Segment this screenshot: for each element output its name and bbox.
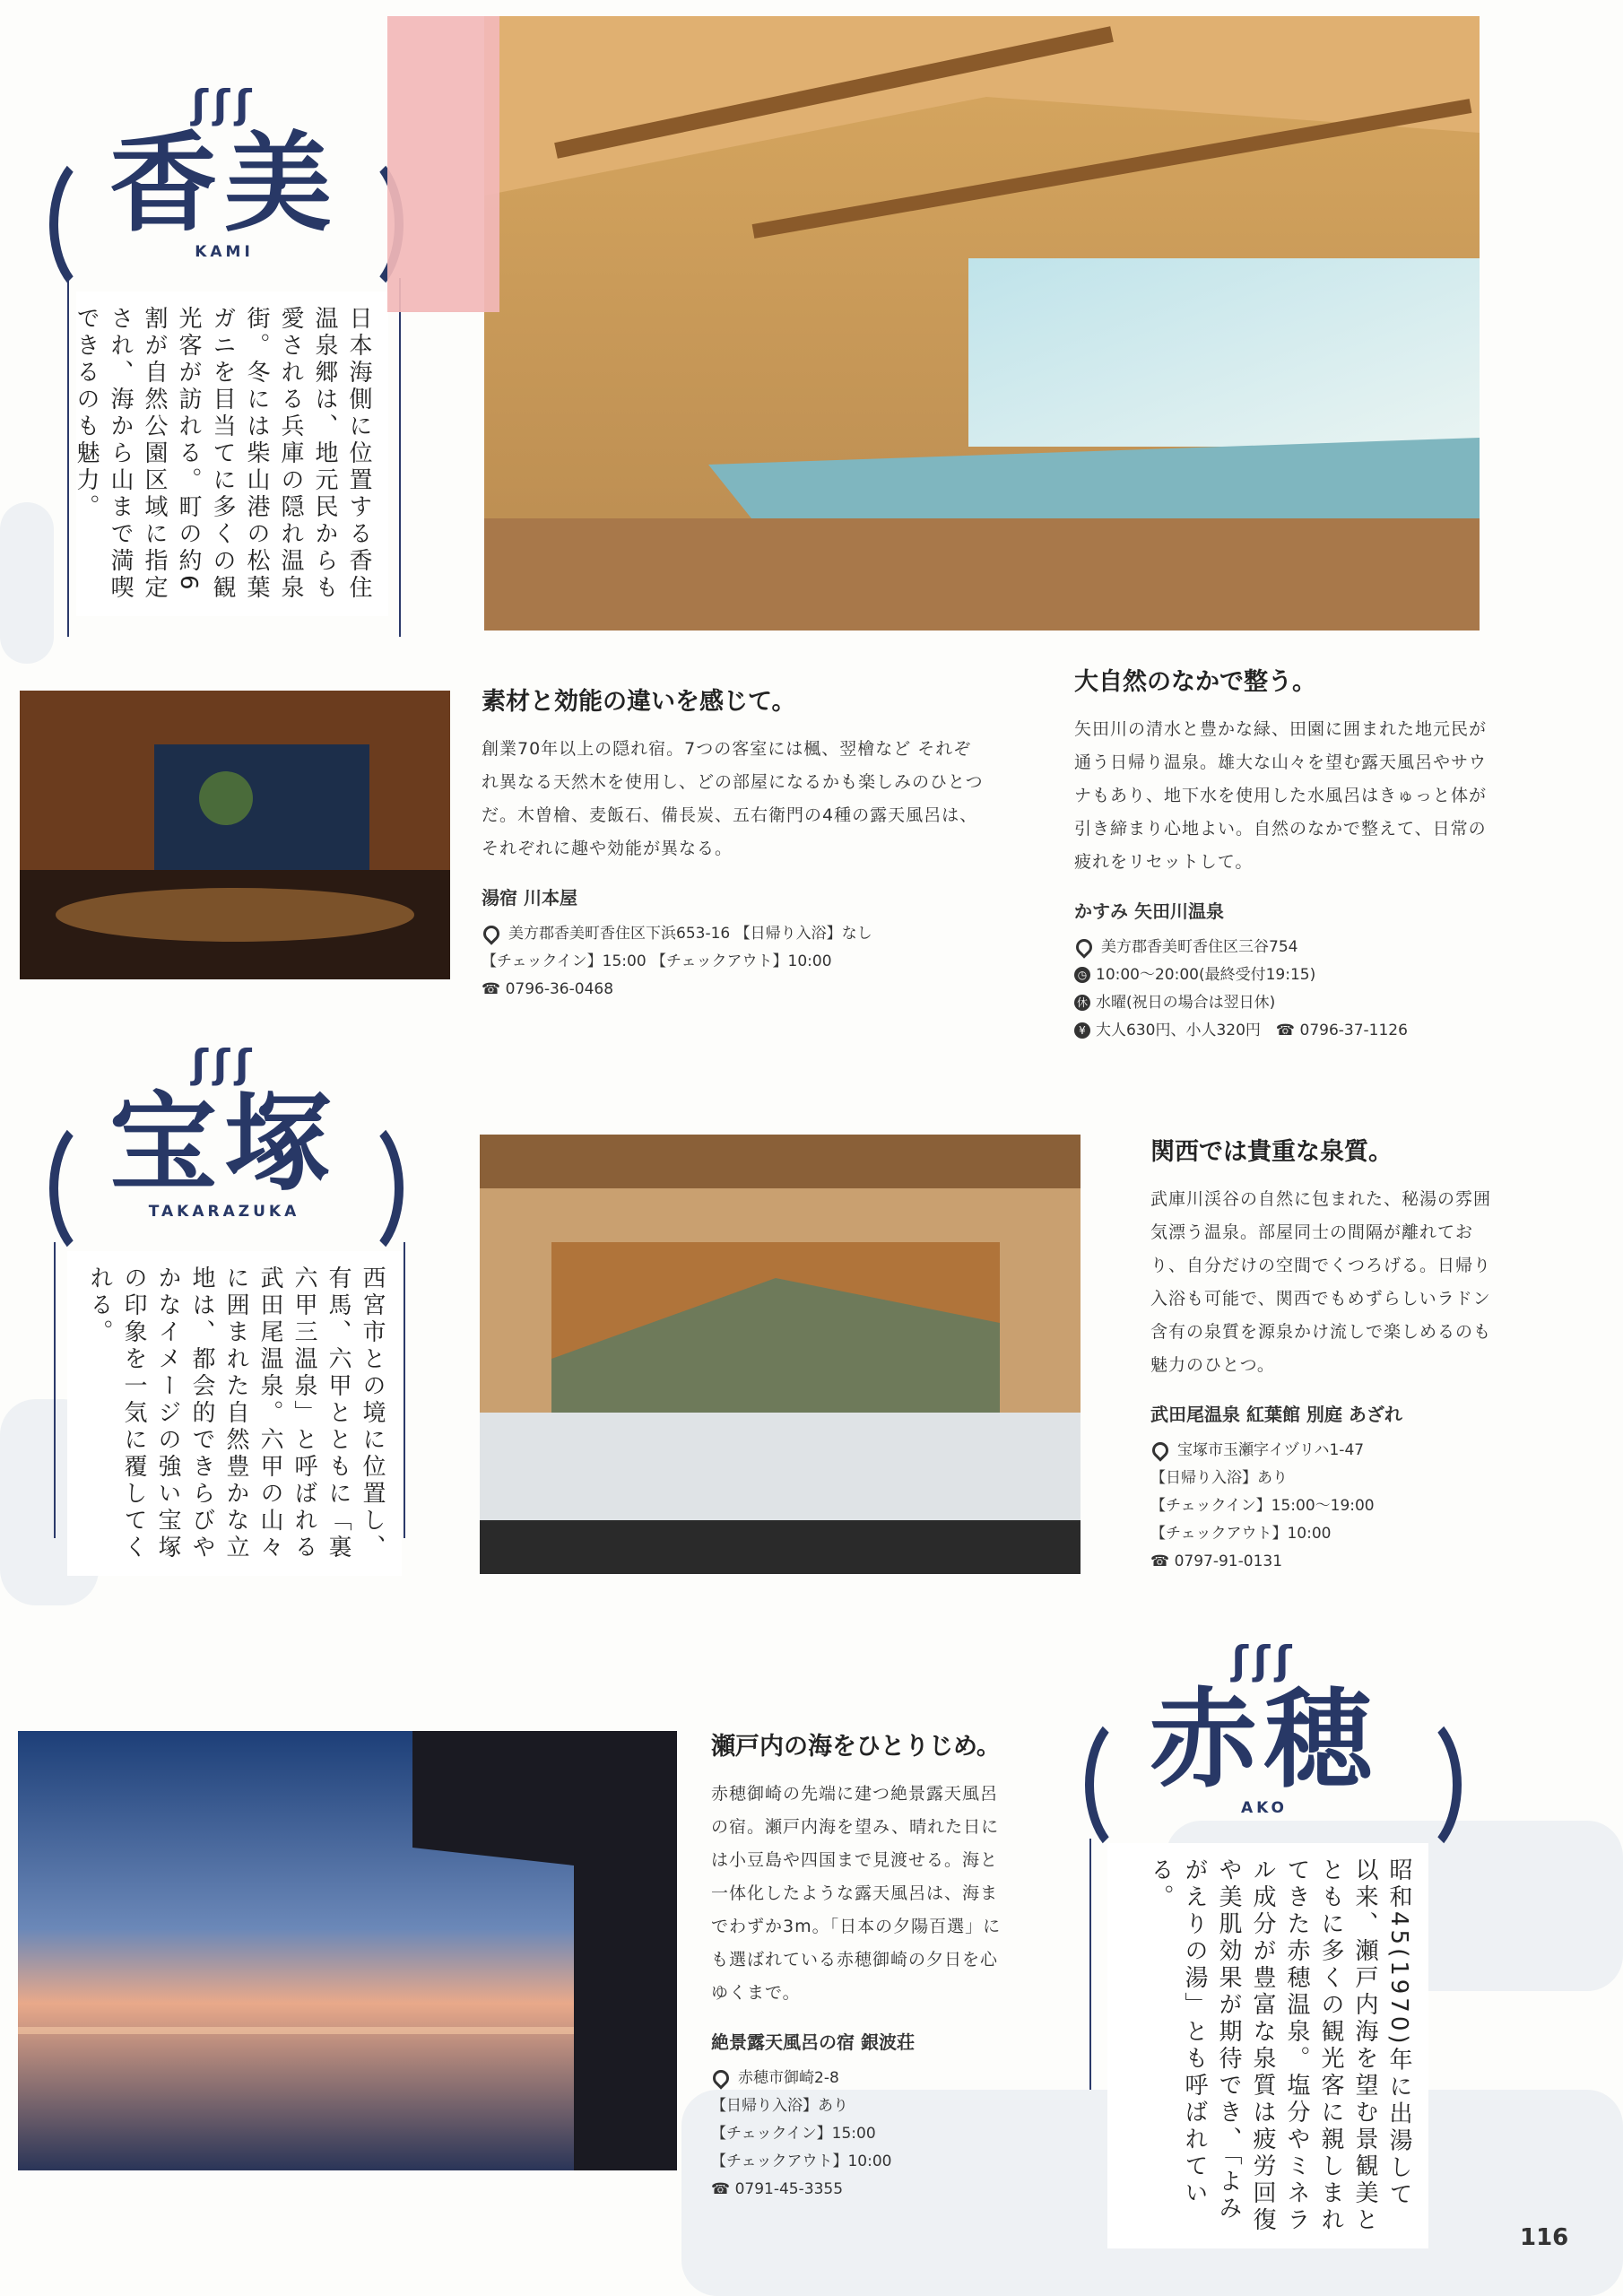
bracket-right-icon [305, 1112, 404, 1265]
steam-icon: ʃʃʃ [191, 1041, 257, 1087]
phone-number: 0796-36-0468 [505, 980, 614, 998]
article-title: 大自然のなかで整う。 [1074, 668, 1316, 696]
article-ginpaso [711, 1726, 1007, 2204]
divider-line [399, 278, 401, 637]
article-title: 関西では貴重な泉質。 [1150, 1138, 1393, 1166]
map-pin-icon [480, 922, 502, 944]
address: 美方郡香美町香住区下浜653-16 【日帰り入浴】なし [508, 925, 872, 943]
phone-icon: ☎ [1275, 1022, 1296, 1039]
clock-icon: ◷ [1074, 967, 1090, 983]
daytrip-info: 【日帰り入浴】あり [711, 2097, 848, 2115]
region-roman: AKO [1240, 1799, 1289, 1817]
closed-icon: 休 [1074, 995, 1090, 1011]
phone-number: 0791-45-3355 [734, 2180, 844, 2198]
bracket-left-icon [49, 148, 148, 300]
bracket-left-icon [49, 1112, 148, 1265]
article-body: 武庫川渓谷の自然に包まれた、秘湯の雰囲気漂う温泉。部屋同士の間隔が離れており、自分だけの空間でくつろげる。日帰り入浴も可能で、関西でもめずらしいラドン含有の泉質を源泉かけ流しで楽しめるのも魅力のひとつ。 [1150, 1189, 1492, 1375]
phone-number: 0796-37-1126 [1299, 1022, 1408, 1039]
region-intro: 昭和45(1970)年に出湯して以来、瀬戸内海を望む景観美とともに多くの観光客に親しまれてきた赤穂温泉。塩分やミネラル成分が豊富な泉質は疲労回復や美肌効果が期待でき、「よみがえりの湯」とも呼ばれている。 [1107, 1843, 1428, 2248]
map-pin-icon [1149, 1439, 1171, 1461]
venue-name: 武田尾温泉 紅葉館 別庭 あざれ [1150, 1404, 1402, 1425]
checkout-info: 【チェックアウト】10:00 [1150, 1525, 1332, 1543]
region-roman: KAMI [195, 243, 254, 261]
phone-number: 0797-91-0131 [1174, 1552, 1283, 1570]
article-body: 矢田川の清水と豊かな緑、田園に囲まれた地元民が通う日帰り温泉。雄大な山々を望む露天風呂やサウナもあり、地下水を使用した水風呂はきゅっと体が引き締まり心地よい。自然のなかで整えて、日常の疲れをリセットして。 [1074, 719, 1488, 872]
region-name: 香美 [109, 120, 339, 247]
phone-icon: ☎ [1150, 1552, 1170, 1570]
steam-icon: ʃʃʃ [1231, 1638, 1298, 1683]
yen-icon: ¥ [1074, 1022, 1090, 1039]
address: 赤穂市御崎2-8 [738, 2069, 839, 2087]
address: 宝塚市玉瀬字イヅリハ1-47 [1177, 1441, 1365, 1459]
region-intro: 日本海側に位置する香住温泉郷は、地元民からも愛される兵庫の隠れ温泉街。冬には柴山港の松葉ガニを目当てに多くの観光客が訪れる。町の約6割が自然公園区域に指定され、海から山まで満喫できるのも魅力。 [76, 291, 388, 616]
region-roman: TAKARAZUKA [148, 1203, 300, 1221]
closed-days: 水曜(祝日の場合は翌日休) [1096, 994, 1276, 1012]
venue-name: 湯宿 川本屋 [482, 887, 577, 909]
page-number: 116 [1520, 2224, 1569, 2251]
article-kawamotoya [482, 682, 984, 1004]
opening-hours: 10:00〜20:00(最終受付19:15) [1096, 966, 1316, 984]
photo-kami-bath [484, 16, 1480, 631]
divider-line [1089, 1839, 1091, 2090]
divider-line [404, 1242, 405, 1538]
photo-takarazuka-bath [480, 1135, 1081, 1574]
phone-icon: ☎ [482, 980, 501, 998]
price: 大人630円、小人320円 [1096, 1022, 1261, 1039]
steam-icon: ʃʃʃ [191, 82, 257, 127]
article-azare [1150, 1132, 1491, 1576]
checkin-info: 【チェックイン】15:00 【チェックアウト】10:00 [482, 952, 832, 970]
region-intro: 西宮市との境に位置し、有馬、六甲とともに「裏六甲三温泉」と呼ばれる武田尾温泉。六甲の山々に囲まれた自然豊かな立地は、都会的できらびやかなイメージの強い宝塚の印象を一気に覆してくれる。 [67, 1251, 402, 1576]
map-pin-icon [709, 2066, 732, 2089]
address: 美方郡香美町香住区三谷754 [1101, 938, 1298, 956]
background-wash [0, 502, 54, 664]
venue-name: かすみ 矢田川温泉 [1074, 900, 1224, 922]
phone-icon: ☎ [711, 2180, 731, 2198]
bracket-left-icon [1085, 1709, 1184, 1861]
article-yadagawa [1074, 662, 1487, 1045]
venue-name: 絶景露天風呂の宿 銀波荘 [711, 2031, 915, 2053]
article-body: 赤穂御崎の先端に建つ絶景露天風呂の宿。瀬戸内海を望み、晴れた日には小豆島や四国まで見渡せる。海と一体化したような露天風呂は、海までわずか3m。「日本の夕陽百選」にも選ばれている赤穂御崎の夕日を心ゆくまで。 [711, 1784, 1002, 2003]
photo-ako-sunset-bath [18, 1731, 677, 2170]
daytrip-info: 【日帰り入浴】あり [1150, 1469, 1288, 1487]
checkin-info: 【チェックイン】15:00 [711, 2125, 876, 2143]
article-title: 瀬戸内の海をひとりじめ。 [711, 1733, 1001, 1761]
region-name: 赤穂 [1150, 1676, 1379, 1803]
divider-line [54, 1242, 56, 1538]
decorative-block [387, 16, 499, 312]
checkout-info: 【チェックアウト】10:00 [711, 2152, 892, 2170]
article-title: 素材と効能の違いを感じて。 [482, 688, 796, 716]
checkin-info: 【チェックイン】15:00〜19:00 [1150, 1497, 1375, 1515]
region-name: 宝塚 [109, 1080, 339, 1206]
bracket-right-icon [1363, 1709, 1462, 1861]
article-body: 創業70年以上の隠れ宿。7つの客室には楓、翌檜など それぞれ異なる天然木を使用し、どの部屋になるかも楽しみのひとつだ。木曽檜、麦飯石、備長炭、五右衛門の4種の露天風呂は、それぞれに趣や効能が異なる。 [482, 739, 984, 858]
map-pin-icon [1072, 935, 1095, 958]
photo-kami-room-bath [20, 691, 450, 979]
